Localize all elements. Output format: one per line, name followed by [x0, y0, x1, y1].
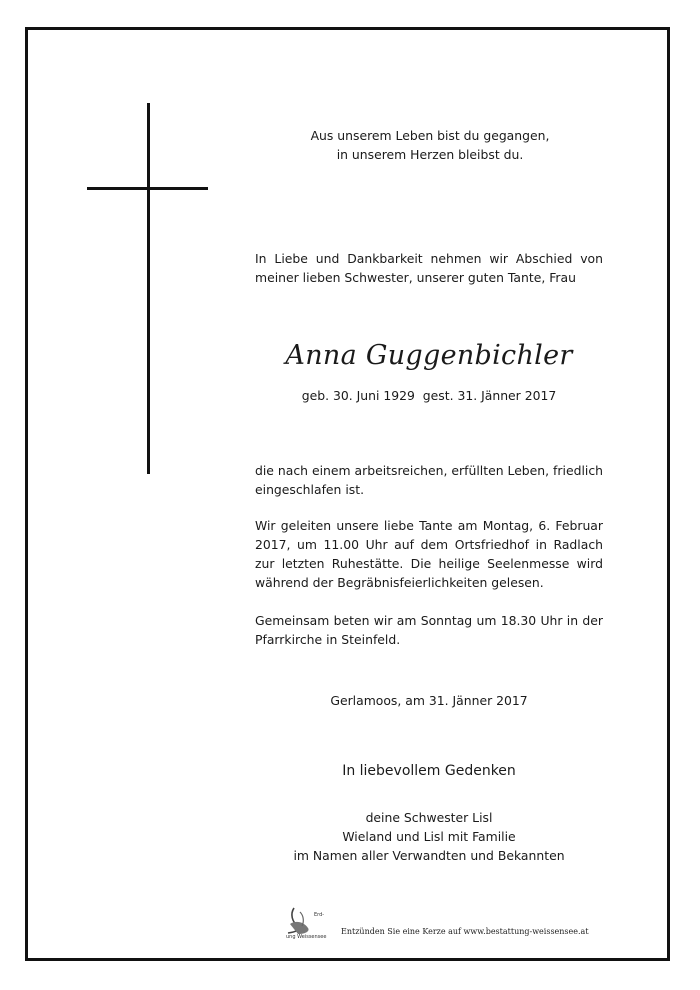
in-memory-heading: In liebevollem Gedenken	[342, 763, 516, 779]
logo-text-bottom: ung Weissensee	[286, 934, 327, 940]
logo-text-top: Erd-	[314, 912, 325, 918]
death-date: gest. 31. Jänner 2017	[422, 388, 557, 403]
motto-line-1: Aus unserem Leben bist du gegangen,	[310, 128, 550, 143]
signatories	[255, 808, 603, 865]
birth-date: geb. 30. Juni 1929	[301, 388, 415, 403]
motto	[255, 126, 605, 164]
signatory-line: deine Schwester Lisl	[365, 810, 493, 825]
motto-line-2: in unserem Herzen bleibst du.	[336, 147, 524, 162]
candle-link-text[interactable]: Entzünden Sie eine Kerze auf www.bestattung-weissensee.at	[341, 927, 589, 936]
life-dates	[255, 386, 603, 405]
funeral-home-logo-icon	[280, 902, 340, 940]
deceased-name: Anna Guggenbichler	[285, 340, 573, 371]
cross-icon-horizontal-bar	[87, 187, 208, 190]
place-and-date: Gerlamoos, am 31. Jänner 2017	[330, 693, 528, 708]
paragraph-prayer: Gemeinsam beten wir am Sonntag um 18.30 Uhr in der Pfarrkirche in Steinfeld.	[255, 613, 603, 647]
intro-text: In Liebe und Dankbarkeit nehmen wir Abschied von meiner lieben Schwester, unserer guten Tante, Frau	[255, 251, 603, 285]
signatory-line: Wieland und Lisl mit Familie	[342, 829, 516, 844]
footer	[280, 902, 600, 942]
paragraph-funeral: Wir geleiten unsere liebe Tante am Montag, 6. Februar 2017, um 11.00 Uhr auf dem Ortsfriedhof in Radlach zur letzten Ruhestätte. Die heilige Seelenmesse wird während der Begräbnisfeierlichkeiten gelesen.	[255, 518, 603, 590]
cross-icon-vertical-bar	[147, 103, 150, 474]
paragraph-passing: die nach einem arbeitsreichen, erfüllten Leben, friedlich eingeschlafen ist.	[255, 463, 603, 497]
signatory-line: im Namen aller Verwandten und Bekannten	[293, 848, 565, 863]
